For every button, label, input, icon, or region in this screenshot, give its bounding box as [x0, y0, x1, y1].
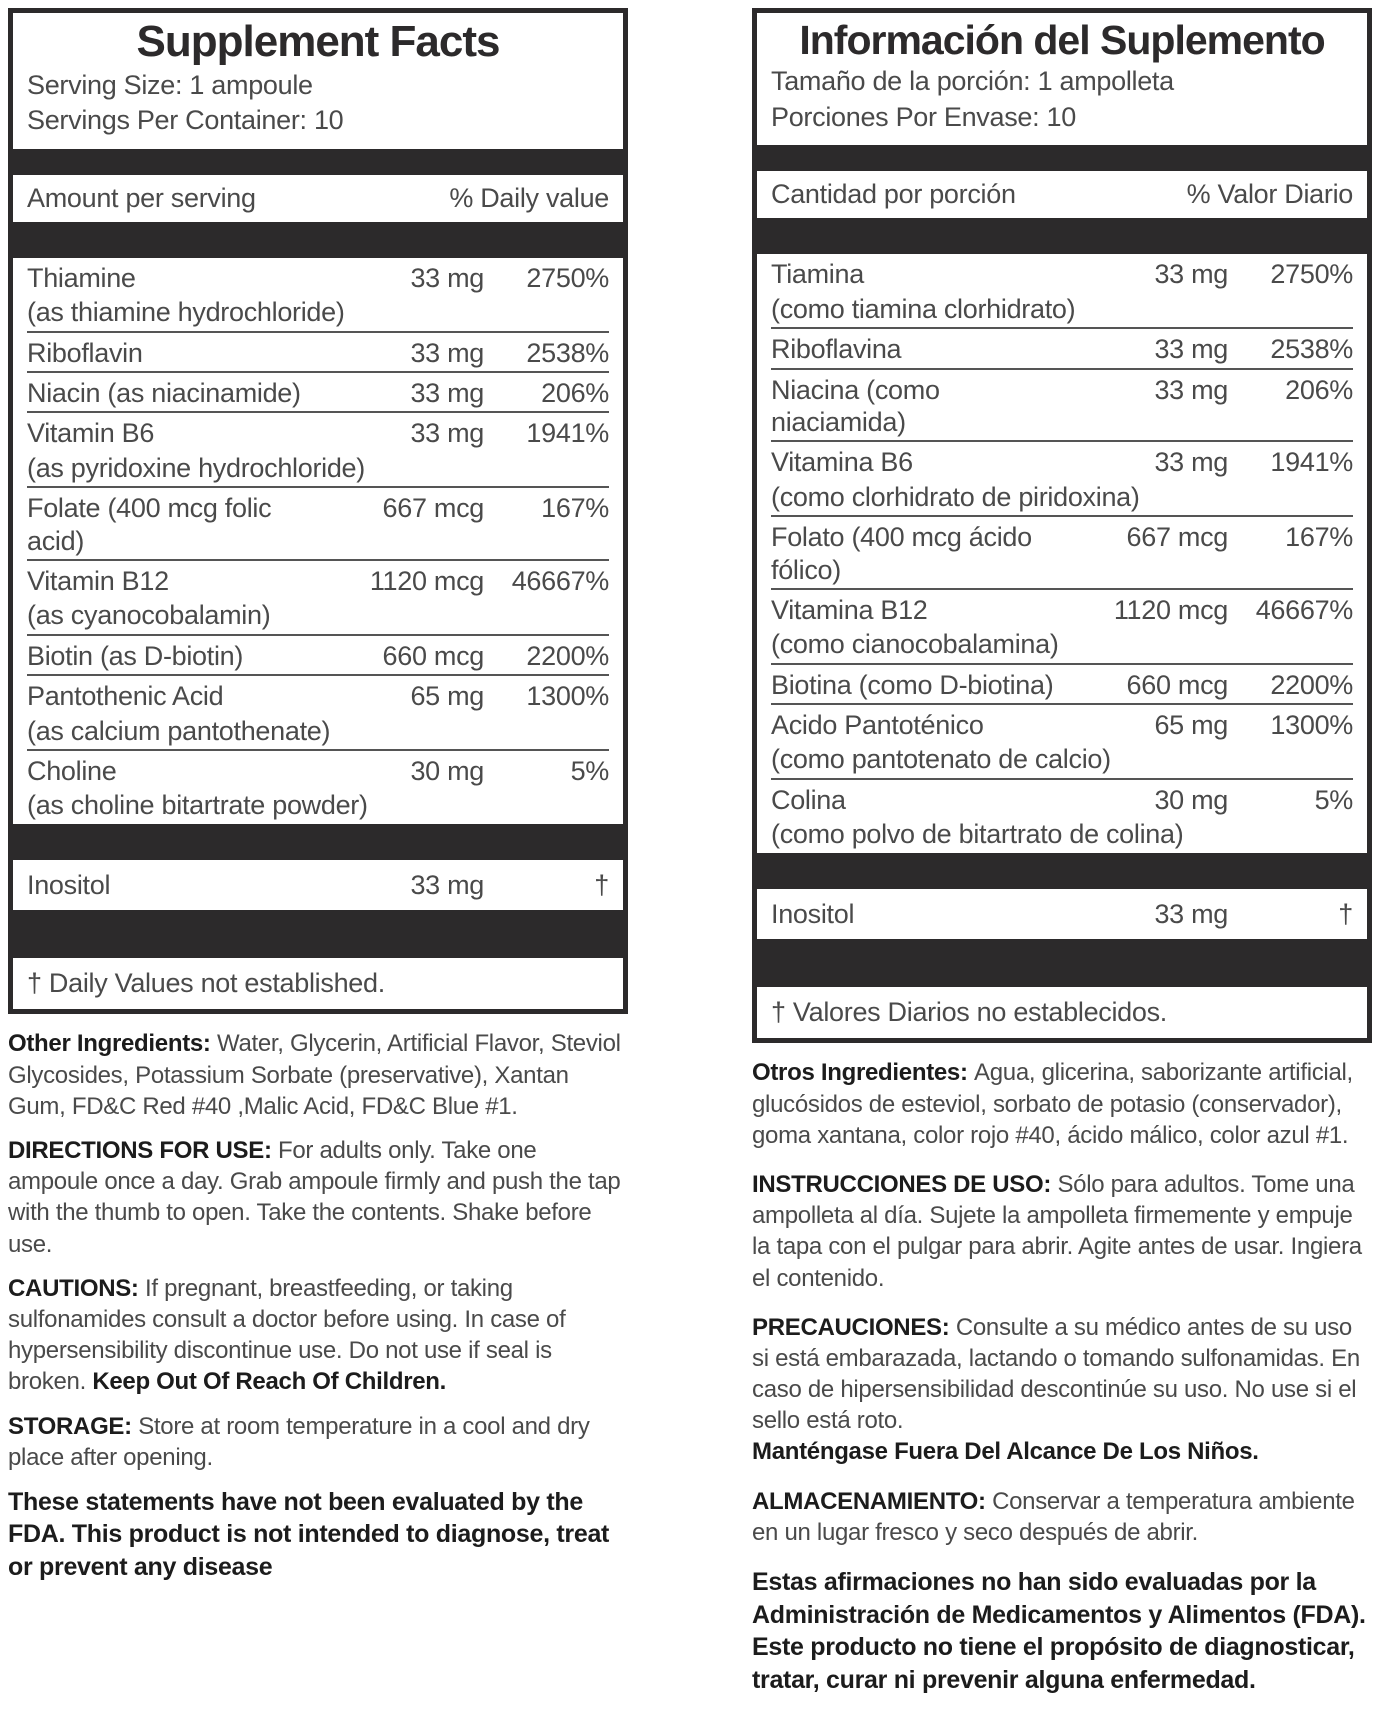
nutrient-name: Inositol [771, 898, 855, 929]
nutrient-amount: 660 mcg [1126, 669, 1228, 700]
text-run: Conservar a temperatura ambiente en un lugar fresco y seco después de abrir. [752, 1487, 1355, 1546]
nutrient-amount: 1120 mcg [369, 565, 484, 596]
nutrient-row [771, 370, 1353, 443]
nutrient-amount: 33 mg [410, 378, 484, 409]
supplement-facts-panel-es [752, 8, 1372, 1714]
daily-value-footnote: † Valores Diarios no establecidos. [771, 997, 1168, 1028]
nutrient-amount: 1120 mcg [1113, 594, 1228, 625]
nutrient-row [27, 413, 609, 488]
nutrient-row [27, 373, 609, 413]
nutrient-row [27, 751, 609, 824]
amount-column-header: Amount per serving [27, 182, 256, 213]
text-run: If pregnant, breastfeeding, or taking sulfonamides consult a doctor before using. In case of hypersensibility discontinue use. Do not use if seal is broken. [8, 1274, 566, 1396]
label-paragraph [8, 1028, 628, 1122]
nutrient-daily-value: 2200% [526, 640, 609, 671]
label-paragraph [8, 1411, 628, 1473]
nutrient-name: Thiamine [27, 262, 136, 293]
nutrient-daily-value: 206% [1285, 374, 1353, 405]
text-run: Agua, glicerina, saborizante artificial, glucósidos de esteviol, sorbato de potasio (conservador), goma xantana, color rojo #40, ácido málico, color azul #1. [752, 1059, 1353, 1149]
facts-box-en [8, 8, 628, 1014]
panel-title: Información del Suplemento [799, 17, 1325, 63]
column-headers [757, 171, 1367, 218]
nutrient-source: (as cyanocobalamin) [27, 600, 271, 631]
nutrient-name: Tiamina [771, 259, 864, 290]
nutrient-daily-value: 2538% [526, 337, 609, 368]
nutrient-daily-value: 167% [1285, 522, 1353, 553]
nutrient-source: (como cianocobalamina) [771, 629, 1059, 660]
divider-bar [757, 145, 1367, 171]
nutrient-amount: 65 mg [1154, 710, 1228, 741]
nutrient-name: Biotina (como D-biotina) [771, 669, 1054, 700]
nutrient-name: Riboflavin [27, 337, 143, 368]
nutrient-daily-value: 1941% [526, 418, 609, 449]
nutrient-source: (as pyridoxine hydrochloride) [27, 452, 365, 483]
nutrient-amount: 65 mg [410, 681, 484, 712]
inositol-row [13, 860, 623, 910]
text-run: For adults only. Take one ampoule once a day. Grab ampoule firmly and push the tap with the thumb to open. Take the contents. Shake before use. [8, 1137, 621, 1258]
text-run: Sólo para adultos. Tome una ampolleta al día. Sujete la ampolleta firmemente y empuje la tapa con el pulgar para abrir. Agite antes de usar. Ingiera el contenido. [752, 1170, 1362, 1292]
nutrient-amount: 33 mg [410, 869, 484, 900]
label-paragraph [752, 1057, 1372, 1151]
nutrient-row [27, 333, 609, 373]
label-paragraph [752, 1566, 1372, 1696]
daily-value-footnote: † Daily Values not established. [27, 968, 385, 999]
column-headers [13, 175, 623, 222]
label-paragraph [752, 1486, 1372, 1548]
nutrient-daily-value: † [594, 869, 609, 900]
nutrient-row [771, 665, 1353, 705]
facts-header-es [757, 13, 1367, 145]
label-paragraph [752, 1312, 1372, 1468]
divider-bar [757, 218, 1367, 254]
nutrient-row [27, 636, 609, 676]
nutrient-daily-value: 46667% [511, 565, 609, 596]
label-paragraphs-es [752, 1057, 1372, 1696]
text-run: Water, Glycerin, Artificial Flavor, Steviol Glycosides, Potassium Sorbate (preservative), Xantan Gum, FD&C Red #40 ,Malic Acid, FD&C Blue #1. [8, 1030, 621, 1120]
nutrient-daily-value: 206% [541, 378, 609, 409]
nutrient-name: Colina [771, 784, 846, 815]
nutrient-row [27, 258, 609, 333]
nutrient-amount: 660 mcg [382, 640, 484, 671]
text-run: Store at room temperature in a cool and dry place after opening. [8, 1412, 590, 1471]
nutrient-row [27, 676, 609, 751]
nutrient-daily-value: 46667% [1255, 594, 1353, 625]
nutrient-name: Choline [27, 755, 117, 786]
serving-size: Serving Size: 1 ampoule [27, 69, 313, 100]
bold-text-run: PRECAUCIONES: [752, 1313, 956, 1341]
nutrient-daily-value: 5% [570, 755, 609, 786]
nutrient-rows [13, 258, 623, 824]
divider-bar [757, 939, 1367, 987]
nutrient-daily-value: 2750% [1270, 259, 1353, 290]
nutrient-source: (as calcium pantothenate) [27, 715, 331, 746]
bold-text-run: Manténgase Fuera Del Alcance De Los Niños. [752, 1438, 1259, 1466]
nutrient-amount: 33 mg [410, 337, 484, 368]
nutrient-name: Vitamin B6 [27, 418, 155, 449]
nutrient-daily-value: 1300% [526, 681, 609, 712]
label-paragraph [8, 1273, 628, 1398]
bold-text-run: Other Ingredients: [8, 1030, 217, 1058]
nutrient-daily-value: 2200% [1270, 669, 1353, 700]
nutrient-name: Inositol [27, 869, 111, 900]
nutrient-amount: 667 mcg [382, 493, 484, 524]
nutrient-daily-value: † [1338, 898, 1353, 929]
nutrient-name: Niacina (como niaciamida) [771, 374, 940, 437]
nutrient-name: Folato (400 mcg ácido fólico) [771, 522, 1032, 585]
nutrient-row [771, 254, 1353, 329]
nutrient-source: (as choline bitartrate powder) [27, 790, 368, 821]
divider-bar [13, 222, 623, 258]
nutrient-source: (as thiamine hydrochloride) [27, 297, 345, 328]
nutrient-row [771, 442, 1353, 517]
bold-text-run: Estas afirmaciones no han sido evaluadas por la Administración de Medicamentos y Alimentos (FDA). Este producto no tiene el propósito de diagnosticar, tratar, curar ni prevenir alguna enfermedad. [752, 1568, 1366, 1694]
nutrient-amount: 33 mg [410, 262, 484, 293]
servings-per-container: Servings Per Container: 10 [27, 105, 344, 136]
nutrient-daily-value: 1300% [1270, 710, 1353, 741]
panel-title: Supplement Facts [136, 17, 500, 66]
serving-size: Tamaño de la porción: 1 ampolleta [771, 66, 1174, 97]
daily-value-column-header: % Valor Diario [1186, 179, 1353, 210]
bold-text-run: DIRECTIONS FOR USE: [8, 1137, 279, 1165]
nutrient-amount: 33 mg [1154, 898, 1228, 929]
label-paragraphs-en [8, 1028, 628, 1583]
nutrient-daily-value: 2750% [526, 262, 609, 293]
facts-box-es [752, 8, 1372, 1043]
nutrient-daily-value: 167% [541, 493, 609, 524]
bold-text-run: Keep Out Of Reach Of Children. [92, 1368, 447, 1396]
nutrient-name: Vitamin B12 [27, 565, 169, 596]
nutrient-row [771, 590, 1353, 665]
nutrient-amount: 33 mg [1154, 447, 1228, 478]
facts-header-en [13, 13, 623, 149]
label-paragraph [8, 1486, 628, 1584]
nutrient-amount: 30 mg [1154, 784, 1228, 815]
nutrient-row [771, 780, 1353, 853]
nutrient-name: Niacin (as niacinamide) [27, 378, 301, 409]
divider-bar [13, 824, 623, 860]
nutrient-daily-value: 2538% [1270, 334, 1353, 365]
nutrient-name: Vitamina B12 [771, 594, 928, 625]
nutrient-amount: 667 mcg [1126, 522, 1228, 553]
label-paragraph [752, 1169, 1372, 1294]
nutrient-daily-value: 1941% [1270, 447, 1353, 478]
bold-text-run: CAUTIONS: [8, 1274, 145, 1302]
bold-text-run: INSTRUCCIONES DE USO: [752, 1170, 1058, 1198]
nutrient-source: (como polvo de bitartrato de colina) [771, 819, 1184, 850]
bold-text-run: ALMACENAMIENTO: [752, 1487, 993, 1515]
nutrient-rows [757, 254, 1367, 852]
nutrient-amount: 33 mg [1154, 374, 1228, 405]
supplement-facts-panel-en [8, 8, 628, 1596]
nutrient-name: Pantothenic Acid [27, 681, 224, 712]
daily-value-column-header: % Daily value [449, 182, 609, 213]
nutrient-amount: 33 mg [410, 418, 484, 449]
nutrient-source: (como tiamina clorhidrato) [771, 293, 1076, 324]
nutrient-row [771, 705, 1353, 780]
bold-text-run: STORAGE: [8, 1412, 139, 1440]
divider-bar [13, 149, 623, 175]
nutrient-source: (como pantotenato de calcio) [771, 744, 1111, 775]
nutrient-amount: 33 mg [1154, 259, 1228, 290]
nutrient-name: Acido Pantoténico [771, 710, 984, 741]
bold-text-run: Otros Ingredientes: [752, 1059, 975, 1087]
nutrient-name: Vitamina B6 [771, 447, 913, 478]
nutrient-row [771, 517, 1353, 590]
inositol-row [757, 889, 1367, 939]
bold-text-run: These statements have not been evaluated by the FDA. This product is not intended to diagnose, treat or prevent any disease [8, 1487, 610, 1581]
nutrient-row [771, 329, 1353, 369]
nutrient-row [27, 561, 609, 636]
nutrient-amount: 30 mg [410, 755, 484, 786]
nutrient-source: (como clorhidrato de piridoxina) [771, 481, 1140, 512]
nutrient-name: Biotin (as D-biotin) [27, 640, 244, 671]
nutrient-name: Riboflavina [771, 334, 902, 365]
servings-per-container: Porciones Por Envase: 10 [771, 101, 1076, 132]
nutrient-name: Folate (400 mcg folic acid) [27, 493, 272, 556]
nutrient-daily-value: 5% [1314, 784, 1353, 815]
divider-bar [757, 853, 1367, 889]
divider-bar [13, 910, 623, 958]
nutrient-amount: 33 mg [1154, 334, 1228, 365]
label-paragraph [8, 1135, 628, 1260]
nutrient-row [27, 488, 609, 561]
text-run: Consulte a su médico antes de su uso si está embarazada, lactando o tomando sulfonamidas. En caso de hipersensibilidad descontinúe su uso. No use si el sello está roto. [752, 1313, 1360, 1435]
amount-column-header: Cantidad por porción [771, 179, 1016, 210]
